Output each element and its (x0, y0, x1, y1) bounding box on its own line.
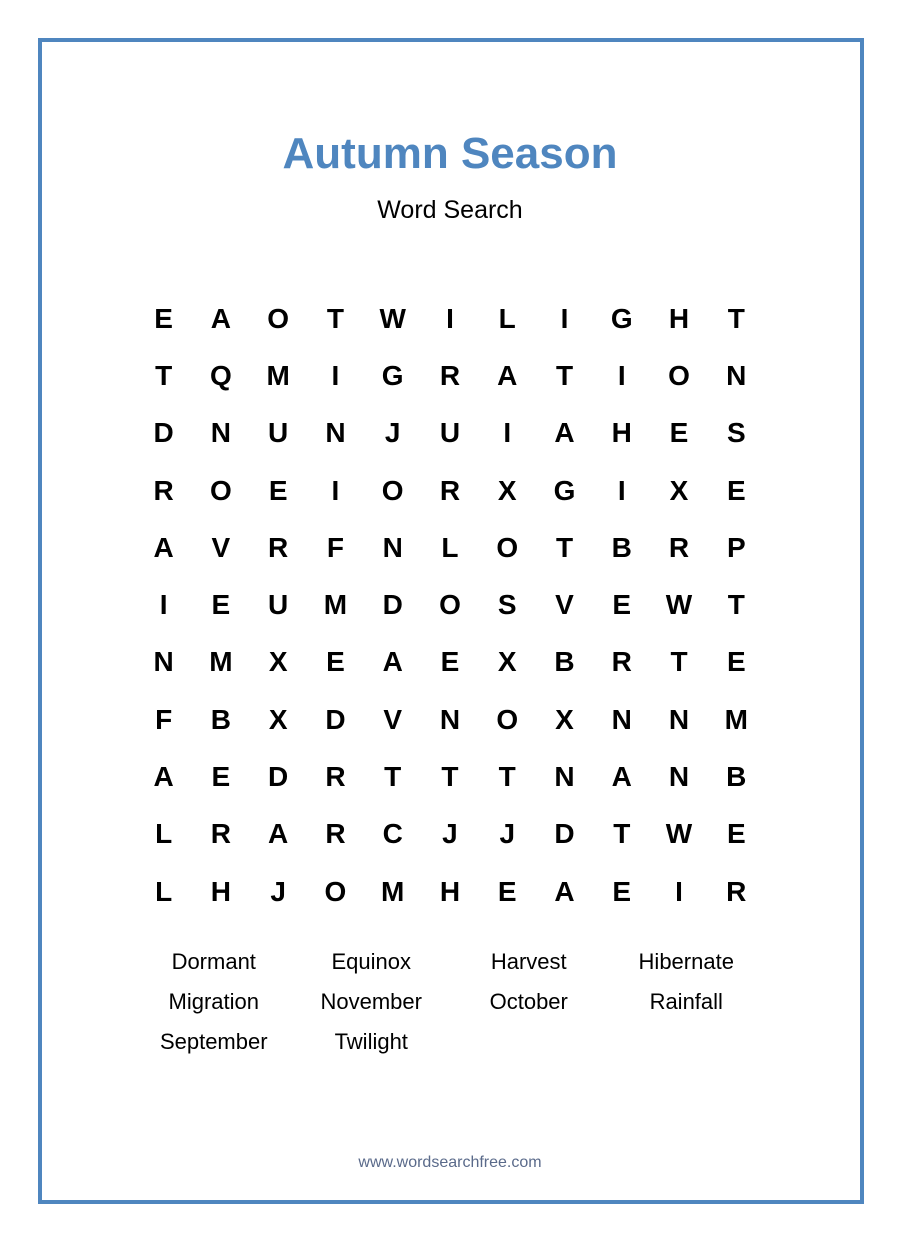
word-list-item: Migration (168, 989, 259, 1014)
grid-letter: S (497, 589, 517, 621)
grid-letter: N (439, 703, 461, 735)
grid-letter: D (382, 589, 403, 621)
grid-letter: T (727, 302, 745, 334)
grid-letter: X (669, 474, 689, 506)
grid-letter: I (331, 359, 340, 391)
grid-letter: L (498, 302, 516, 334)
grid-letter: G (381, 359, 404, 391)
grid-letter: X (268, 646, 288, 678)
grid-letter: I (331, 474, 340, 506)
grid-letter: I (675, 875, 683, 907)
grid-letter: U (268, 417, 289, 449)
grid-letter: A (497, 359, 518, 391)
grid-letter: D (153, 417, 174, 449)
grid-letter: O (324, 875, 347, 907)
grid-letter: N (611, 703, 632, 735)
grid-letter: E (612, 589, 632, 621)
grid-letter: R (210, 818, 232, 850)
grid-letter: T (498, 761, 516, 793)
grid-letter: R (611, 646, 632, 678)
grid-letter: X (268, 703, 288, 735)
grid-letter: H (210, 875, 232, 907)
grid-letter: N (554, 761, 575, 793)
grid-letter: B (554, 646, 575, 678)
grid-letter: O (496, 703, 519, 735)
grid-letter: E (669, 417, 689, 449)
grid-letter: W (379, 302, 406, 334)
grid-letter: J (270, 875, 286, 907)
grid-letter: G (610, 302, 633, 334)
grid-letter: T (613, 818, 631, 850)
grid-letter: F (326, 531, 344, 563)
grid-letter: R (439, 474, 461, 506)
grid-letter: N (668, 703, 690, 735)
page-subtitle: Word Search (377, 196, 523, 224)
letter-grid (135, 290, 765, 920)
grid-letter: O (496, 531, 519, 563)
grid-letter: J (499, 818, 516, 850)
grid-letter: N (210, 417, 232, 449)
grid-letter: T (384, 761, 402, 793)
grid-letter: V (211, 531, 231, 563)
grid-letter: I (617, 359, 626, 391)
grid-letter: D (325, 703, 346, 735)
grid-letter: I (503, 417, 512, 449)
grid-letter: W (665, 818, 693, 850)
grid-letter: W (665, 589, 693, 621)
grid-letter: T (555, 359, 574, 391)
grid-letter: I (446, 302, 454, 334)
grid-letter: B (210, 703, 232, 735)
grid-letter: M (266, 359, 290, 391)
grid-letter: E (211, 761, 231, 793)
grid-letter: R (268, 531, 289, 563)
grid-letter: L (155, 875, 173, 907)
grid-letter: G (553, 474, 576, 506)
grid-letter: T (670, 646, 688, 678)
page-title: Autumn Season (282, 129, 618, 178)
word-list-item: Rainfall (649, 989, 723, 1014)
grid-letter: E (154, 302, 173, 334)
word-list (135, 944, 765, 1064)
grid-letter: S (726, 417, 746, 449)
grid-letter: E (326, 646, 345, 678)
grid-letter: B (726, 761, 747, 793)
grid-letter: T (155, 359, 173, 391)
grid-letter: M (381, 875, 405, 907)
grid-letter: R (668, 531, 690, 563)
grid-letter: C (382, 818, 403, 850)
grid-letter: O (439, 589, 461, 621)
grid-letter: D (554, 818, 575, 850)
grid-letter: E (726, 646, 746, 678)
grid-letter: O (267, 302, 290, 334)
grid-letter: R (439, 359, 461, 391)
grid-letter: X (555, 703, 574, 735)
grid-letter: F (155, 703, 173, 735)
word-list-item: September (159, 1029, 268, 1054)
grid-letter: H (668, 302, 690, 334)
footer-url: www.wordsearchfree.com (358, 1154, 542, 1171)
grid-letter: Q (210, 359, 232, 391)
grid-letter: E (268, 474, 288, 506)
grid-letter: T (727, 589, 745, 621)
grid-letter: R (726, 875, 747, 907)
word-list-item: November (320, 989, 422, 1014)
grid-letter: E (211, 589, 231, 621)
grid-letter: A (153, 531, 174, 563)
grid-letter: H (439, 875, 461, 907)
grid-letter: A (268, 818, 289, 850)
grid-letter: B (611, 531, 632, 563)
grid-letter: A (153, 761, 174, 793)
word-list-item: Dormant (171, 949, 256, 974)
grid-letter: T (555, 531, 574, 563)
grid-letter: U (268, 589, 289, 621)
grid-letter: T (326, 302, 344, 334)
grid-letter: L (441, 531, 459, 563)
grid-letter: E (612, 875, 632, 907)
grid-letter: I (617, 474, 626, 506)
grid-letter: I (159, 589, 168, 621)
grid-letter: A (611, 761, 632, 793)
grid-letter: A (210, 302, 232, 334)
grid-letter: P (726, 531, 746, 563)
grid-letter: M (209, 646, 233, 678)
grid-letter: R (153, 474, 174, 506)
grid-letter: R (325, 761, 346, 793)
grid-letter: L (155, 818, 173, 850)
grid-letter: N (382, 531, 403, 563)
grid-letter: A (554, 417, 575, 449)
grid-letter: I (560, 302, 569, 334)
grid-letter: T (441, 761, 459, 793)
grid-letter: A (382, 646, 403, 678)
grid-letter: N (668, 761, 690, 793)
grid-letter: E (726, 818, 746, 850)
grid-letter: A (554, 875, 575, 907)
grid-letter: V (555, 589, 574, 621)
grid-letter: E (440, 646, 460, 678)
word-list-item: Equinox (331, 949, 411, 974)
word-list-item: Harvest (490, 949, 567, 974)
grid-letter: M (323, 589, 348, 621)
grid-letter: O (210, 474, 232, 506)
grid-letter: O (668, 359, 690, 391)
grid-letter: D (268, 761, 289, 793)
grid-letter: E (726, 474, 746, 506)
grid-letter: X (497, 474, 517, 506)
word-list-item: October (489, 989, 568, 1014)
grid-letter: E (497, 875, 517, 907)
grid-letter: H (611, 417, 632, 449)
grid-letter: M (724, 703, 748, 735)
grid-letter: O (381, 474, 404, 506)
grid-letter: N (325, 417, 346, 449)
word-list-item: Twilight (334, 1029, 408, 1054)
word-list-item: Hibernate (638, 949, 734, 974)
grid-letter: V (383, 703, 403, 735)
grid-letter: R (325, 818, 346, 850)
grid-letter: J (442, 818, 458, 850)
grid-letter: N (726, 359, 747, 391)
grid-letter: U (439, 417, 461, 449)
grid-letter: X (497, 646, 517, 678)
grid-letter: J (384, 417, 401, 449)
grid-letter: N (153, 646, 174, 678)
